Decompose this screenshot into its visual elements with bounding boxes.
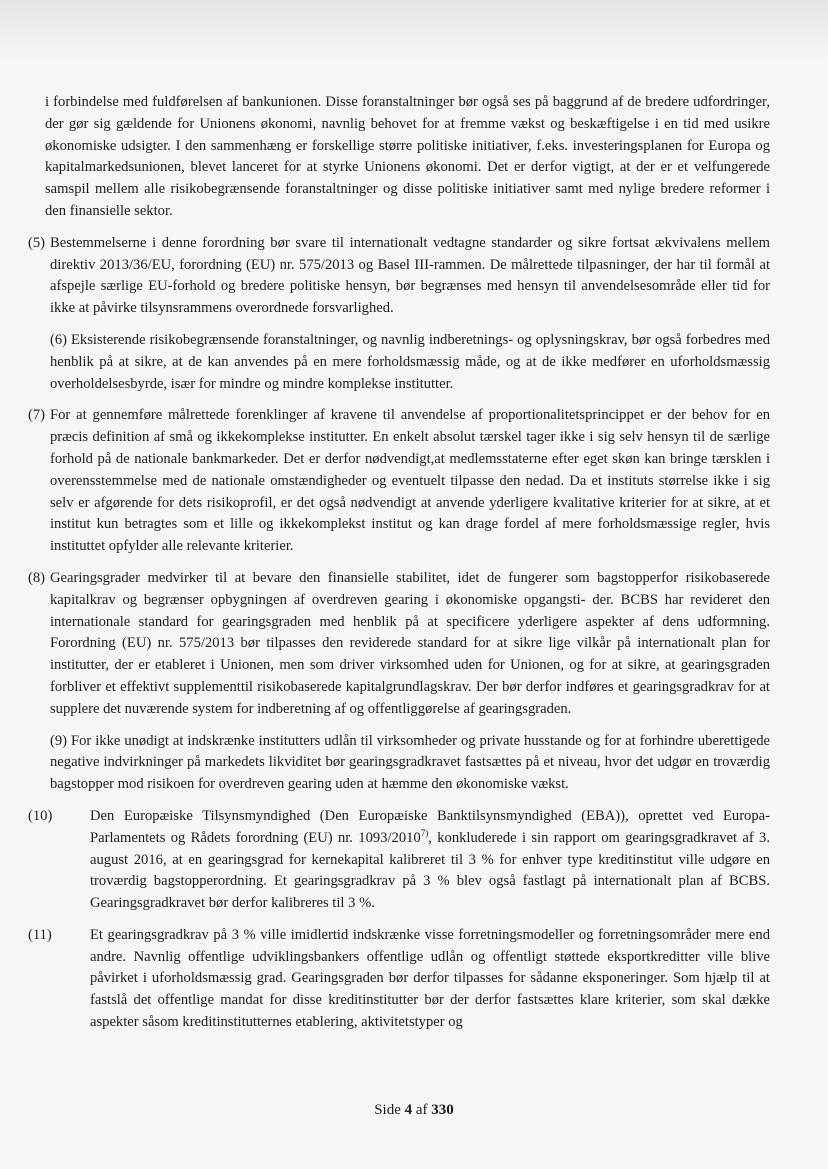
document-body xyxy=(28,92,770,1044)
scan-top-shading xyxy=(0,0,828,62)
page-footer xyxy=(0,1102,828,1119)
paragraph-6: (6) Eksisterende risikobegrænsende foranstaltninger, og navnlig indberetnings- og oplysningskrav, bør også forbedres med henblik på at sikre, at de kan anvendes på en mere forholdsmæssig måde, og at de ikke medfører en uforholdsmæssig overholdelsesbyrde, især for mindre og mindre komplekse institutter. xyxy=(50,331,770,392)
footer-total-pages: 330 xyxy=(431,1102,454,1118)
paragraph-5 xyxy=(28,233,770,320)
footer-of: af xyxy=(415,1102,428,1118)
paragraph-intro: i forbindelse med fuldførelsen af bankunionen. Disse foranstaltninger bør også ses på baggrund af de bredere udfordringer, der gør sig gældende for Unionens økonomi, navnlig behovet for at fremme vækst og beskæftigelse i en tid med usikre økonomiske udsigter. I den sammenhæng er forskellige større politiske initiativer, f.eks. investeringsplanen for Europa og kapitalmarkedsunionen, blevet lanceret for at styrke Unionens økonomi. Det er derfor vigtigt, at der er et velfungerede samspil mellem alle risikobegrænsende foranstaltninger og disse politiske initiativer samt med nylige bredere reformer i den finansielle sektor. xyxy=(45,94,770,219)
paragraph-10 xyxy=(28,806,770,915)
paragraph-number: (11) xyxy=(28,926,52,943)
paragraph-text xyxy=(90,806,770,915)
paragraph-text: Bestemmelserne i denne forordning bør svare til internationalt vedtagne standarder og sikre fortsat ækvivalens mellem direktiv 2013/36/EU, forordning (EU) nr. 575/2013 og Basel III-rammen. De målrettede tilpasninger, der har til formål at afspejle særlige EU-forhold og bredere politiske hensyn, bør begrænses med hensyn til anvendelsesområde eller tid for ikke at påvirke tilsynsrammens overordnede forsvarlighed. xyxy=(50,234,770,317)
paragraph-text-part: Den Europæiske Tilsynsmyndighed (Den Europæiske Banktilsynsmyndighed (EBA)), oprettet ved Europa-Parlamentets og Rådets forordning (EU) nr. 1093/2010 xyxy=(90,807,770,846)
paragraph-11 xyxy=(28,925,770,1034)
paragraph-text: Gearingsgrader medvirker til at bevare den finansielle stabilitet, idet de fungerer som bagstopperfor risikobaserede kapitalkrav og begrænser opbygningen af overdreven gearing i økonomiske opgangsti- der. BCBS har revideret den internationale standard for gearingsgraden med henblik på at specificere yderligere aspekter af dens udformning. Forordning (EU) nr. 575/2013 bør tilpasses den reviderede standard for at sikre lige vilkår på internationalt plan for institutter, der er etableret i Unionen, men som driver virksomhed uden for Unionen, og for at sikre, at gearingsgraden forbliver et effektivt supplementtil risikobaserede kapitalgrundlagskrav. Der bør derfor indføres et gearingsgradkrav for at supplere det nuværende system for indberetning af og offentliggørelse af gearingsgraden. xyxy=(50,569,770,717)
footer-page-number: 4 xyxy=(404,1102,413,1118)
paragraph-9: (9) For ikke unødigt at indskrænke institutters udlån til virksomheder og private husstande og for at forhindre uberettigede negative indvirkninger på markedets likviditet bør gearingsgradkravet fastsættes på et niveau, hvor det udgør en troværdig bagstopper mod risikoen for overdreven gearing uden at hæmme den økonomiske vækst. xyxy=(50,732,770,793)
paragraph-number: (8) xyxy=(28,569,46,586)
footer-prefix: Side xyxy=(374,1102,401,1118)
paragraph-7 xyxy=(28,405,770,558)
paragraph-number: (10) xyxy=(28,807,53,824)
paragraph-number: (7) xyxy=(28,407,46,424)
paragraph-text: Et gearingsgradkrav på 3 % ville imidlertid indskrænke visse forretningsmodeller og forretningsområder mere end andre. Navnlig offentlige udviklingsbankers offentlige udlån og offentligt støttede eksportkreditter ville blive påvirket i uforholdsmæssig grad. Gearingsgraden bør derfor tilpasses for sådanne eksponeringer. Som hjælp til at fastslå det offentlige mandat for disse kreditinstitutter bør der derfor fastsættes klare kriterier, som skal dække aspekter såsom kreditinstitutternes etablering, aktivitetstyper og xyxy=(90,926,770,1031)
paragraph-8 xyxy=(28,568,770,721)
paragraph-text: For at gennemføre målrettede forenklinger af kravene til anvendelse af proportionalitetsprincippet er der behov for en præcis definition af små og ikkekomplekse institutter. En enkelt absolut tærskel tager ikke i sig selv hensyn til de særlige forhold på de nationale bankmarkeder. Det er derfor nødvendigt,at medlemsstaterne efter eget skøn kan bringe tærsklen i overensstemmelse med de nationale omstændigheder og eventuelt tilpasse den nedad. Da et instituts størrelse ikke i sig selv er afgørende for dets risikoprofil, er det også nødvendigt at anvende yderligere kvalitative kriterier for at sikre, at et institut kun betragtes som et lille og ikkekomplekst institut og kan drage fordel af mere forholdsmæssige regler, hvis instituttet opfylder alle relevante kriterier. xyxy=(50,407,770,555)
footnote-reference: 7) xyxy=(420,827,429,838)
paragraph-text-part: , konkluderede i sin rapport om gearingsgradkravet af 3. august 2016, at en gearingsgrad for kernekapital kalibreret til 3 % for enhver type kreditinstitut ville udgøre en troværdig bagstopperordning. Et gearingsgradkrav på 3 % blev også fastlagt på internationalt plan af BCBS. Gearingsgradkravet bør derfor kalibreres til 3 %. xyxy=(90,829,770,912)
paragraph-number: (5) xyxy=(28,234,46,251)
